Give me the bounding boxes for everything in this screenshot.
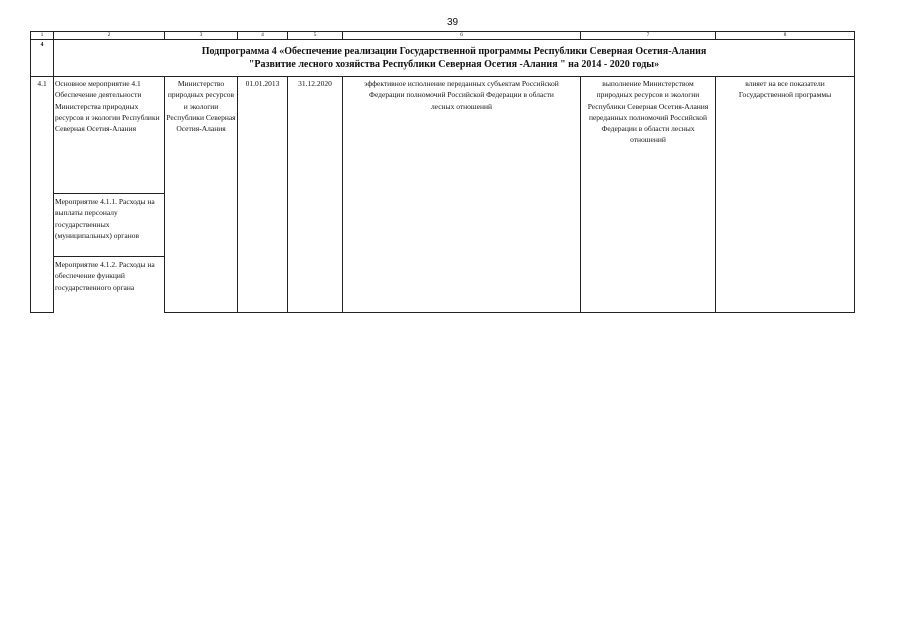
program-table	[30, 31, 855, 313]
main-activity-name: Основное мероприятие 4.1 Обеспечение деятельности Министерства природных ресурсов и экологии Республики Северная Осетия-Алания	[54, 77, 165, 194]
table-row	[31, 77, 855, 194]
column-number: 3	[165, 32, 238, 40]
column-number: 1	[31, 32, 54, 40]
column-number: 8	[716, 32, 855, 40]
sub-activity-name: Мероприятие 4.1.2. Расходы на обеспечение функций государственного органа	[54, 257, 165, 313]
subprogram-row	[31, 40, 855, 77]
column-number: 4	[238, 32, 288, 40]
column-number: 6	[343, 32, 581, 40]
expected-result: эффективное исполнение переданных субъектам Российской Федерации полномочий Российской Федерации в области лесных отношений	[343, 77, 581, 313]
sub-activity-name: Мероприятие 4.1.1. Расходы на выплаты персоналу государственных (муниципальных) органов	[54, 194, 165, 257]
subprogram-title-line1: Подпрограмма 4 «Обеспечение реализации Государственной программы Республики Северная Осетия-Алания	[201, 46, 707, 57]
end-date: 31.12.2020	[288, 77, 343, 313]
column-number: 5	[288, 32, 343, 40]
consequence: выполнение Министерством природных ресурсов и экологии Республики Северная Осетия-Алания переданных полномочий Российской Федерации в области лесных отношений	[581, 77, 716, 313]
start-date: 01.01.2013	[238, 77, 288, 313]
page-number: 39	[446, 17, 459, 28]
indicators-link: влияет на все показатели Государственной программы	[716, 77, 855, 313]
subprogram-title-line2: "Развитие лесного хозяйства Республики Северная Осетия -Алания " на 2014 - 2020 годы»	[248, 58, 660, 70]
column-number-row	[31, 32, 855, 40]
column-number: 2	[54, 32, 165, 40]
subprogram-title	[54, 40, 855, 77]
subprogram-number: 4	[31, 40, 54, 77]
executor: Министерство природных ресурсов и экологии Республики Северная Осетия-Алания	[165, 77, 238, 313]
column-number: 7	[581, 32, 716, 40]
row-number: 4.1	[31, 77, 54, 313]
